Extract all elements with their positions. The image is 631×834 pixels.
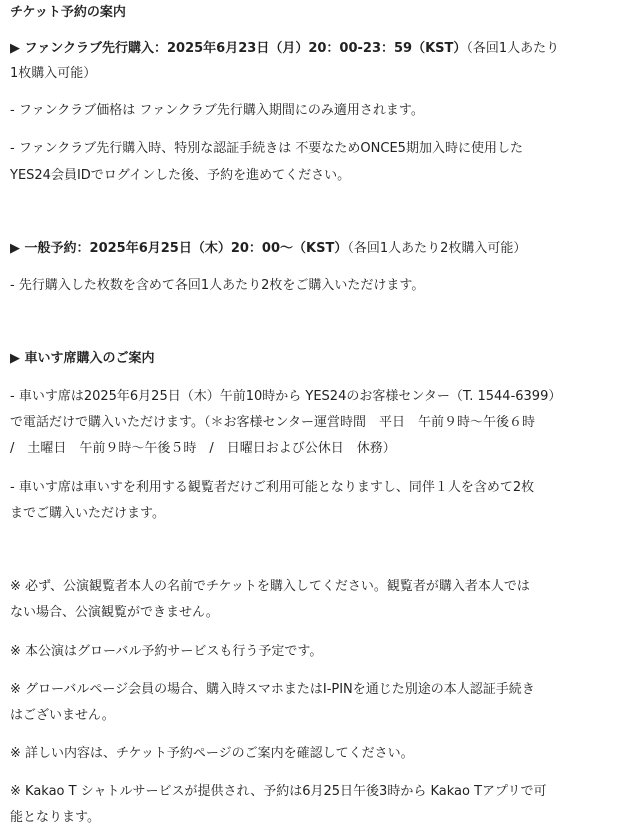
fanclub-note-auth: - ファンクラブ先行購入時、特別な認証手続きは 不要なためONCE5期加入時に使用した: [10, 141, 523, 156]
fanclub-heading: ▶ ファンクラブ先行購入：2025年6月23日（月）20：00-23：59（KST）: [10, 41, 467, 56]
notice-auth-line2: はございません。: [10, 708, 115, 723]
notice-auth-line1: ※ グローバルページ会員の場合、購入時スマホまたはI-PINを通じた別途の本人認証手続き: [10, 682, 535, 697]
general-note: - 先行購入した枚数を含めて各回1人あたり2枚をご購入いただけます。: [10, 278, 425, 293]
wheelchair-para1-line3: / 土曜日 午前９時～午後５時 / 日曜日および公休日 休務）: [10, 441, 396, 456]
notice-shuttle-line2: 能となります。: [10, 810, 100, 825]
notice-details: ※ 詳しい内容は、チケット予約ページのご案内を確認してください。: [10, 746, 414, 761]
general-heading-line: [10, 240, 621, 258]
fanclub-note-price: - ファンクラブ価格は ファンクラブ先行購入期間にのみ適用されます。: [10, 103, 424, 118]
wheelchair-heading: ▶ 車いす席購入のご案内: [10, 351, 155, 366]
wheelchair-para1-line1: - 車いす席は2025年6月25日（木）午前10時から YES24のお客様センター（T. 1544-6399）: [10, 389, 562, 404]
notice-name-line2: ない場合、公演観覧ができません。: [10, 605, 219, 620]
fanclub-heading-note-cont: 1枚購入可能）: [10, 66, 97, 81]
general-heading: ▶ 一般予約：2025年6月25日（木）20：00〜（KST）: [10, 241, 348, 256]
wheelchair-para2-line1: - 車いす席は車いすを利用する観覧者だけご利用可能となりますし、同伴１人を含めて2枚: [10, 480, 535, 495]
document-title: チケット予約の案内: [10, 5, 126, 20]
general-heading-note: （各回1人あたり2枚購入可能）: [347, 241, 527, 256]
notice-global: ※ 本公演はグローバル予約サービスも行う予定です。: [10, 644, 323, 659]
fanclub-note-auth-cont: YES24会員IDでログインした後、予約を進めてください。: [10, 168, 351, 183]
notice-name-line1: ※ 必ず、公演観覧者本人の名前でチケットを購入してください。観覧者が購入者本人では: [10, 579, 530, 594]
wheelchair-para2-line2: までご購入いただけます。: [10, 506, 165, 521]
wheelchair-para1-line2: で電話だけで購入いただけます。（＊お客様センター運営時間 平日 午前９時～午後６時: [10, 415, 535, 430]
fanclub-heading-line: [10, 40, 621, 58]
fanclub-heading-note: （各回1人あたり: [466, 41, 560, 56]
notice-shuttle-line1: ※ Kakao T シャトルサービスが提供され、予約は6月25日午後3時から Kakao Tアプリで可: [10, 784, 547, 799]
